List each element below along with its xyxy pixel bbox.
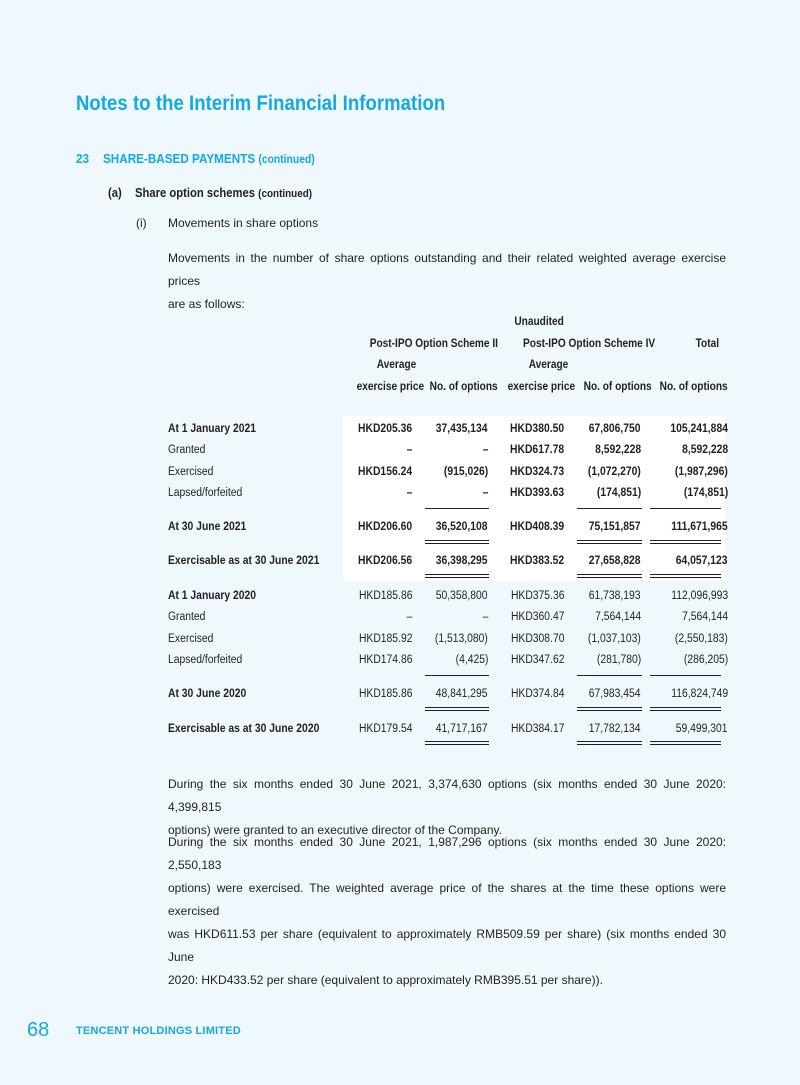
cell: (174,851) — [596, 487, 641, 499]
row-label: At 1 January 2021 — [168, 423, 257, 435]
table-row — [168, 633, 728, 649]
total-double-rule — [425, 741, 489, 745]
subtotal-rule — [425, 508, 489, 509]
page-number: 68 — [27, 1019, 50, 1041]
total-double-rule — [650, 574, 721, 578]
table-row — [168, 590, 728, 606]
total-double-rule — [577, 707, 642, 711]
cell: HKD185.86 — [358, 590, 412, 602]
cell: – — [406, 487, 412, 499]
intro-line: Movements in the number of share options outstanding and their related weighted average exercise prices — [168, 251, 726, 288]
subsection-continued: (continued) — [258, 188, 313, 200]
cell: HKD185.86 — [358, 688, 412, 700]
section-heading — [76, 151, 315, 166]
table-row — [168, 423, 728, 439]
cell: HKD393.63 — [509, 487, 564, 499]
subsection-title: Share option schemes — [135, 186, 256, 200]
row-label: Lapsed/forfeited — [168, 487, 243, 499]
section-continued: (continued) — [258, 154, 315, 166]
cell: 111,671,965 — [671, 521, 728, 533]
cell: – — [406, 611, 412, 623]
cell: 7,564,144 — [594, 611, 641, 623]
intro-paragraph — [168, 247, 726, 316]
cell: HKD617.78 — [509, 444, 564, 456]
subsection-number: (a) — [108, 186, 122, 200]
avg-header-scheme2: Average — [376, 359, 417, 371]
total-double-rule — [425, 707, 489, 711]
intro-line: are as follows: — [168, 297, 245, 311]
cell: 64,057,123 — [676, 555, 728, 567]
section-title: SHARE-BASED PAYMENTS — [103, 151, 256, 166]
paragraph-line: 2020: HKD433.52 per share (equivalent to approximately RMB395.51 per share)). — [168, 973, 603, 987]
row-label: At 1 January 2020 — [168, 590, 257, 602]
cell: HKD347.62 — [510, 654, 564, 666]
cell: (915,026) — [443, 466, 488, 478]
total-double-rule — [577, 741, 642, 745]
cell: (174,851) — [683, 487, 728, 499]
unaudited-header: Unaudited — [514, 316, 564, 328]
subtotal-rule — [650, 675, 721, 676]
total-double-rule — [425, 540, 489, 544]
row-label: Exercisable as at 30 June 2020 — [168, 723, 320, 735]
subsection-heading — [108, 186, 312, 200]
subtotal-rule — [650, 508, 721, 509]
cell: (1,072,270) — [588, 466, 641, 478]
cell: 67,806,750 — [589, 423, 641, 435]
table-row — [168, 654, 728, 670]
cell: HKD179.54 — [358, 723, 412, 735]
cell: 105,241,884 — [670, 423, 728, 435]
total-double-rule — [577, 540, 642, 544]
cell: 112,096,993 — [671, 590, 728, 602]
row-label: At 30 June 2020 — [168, 688, 247, 700]
cell: HKD308.70 — [510, 633, 564, 645]
cell: – — [482, 611, 488, 623]
company-name: TENCENT HOLDINGS LIMITED — [76, 1025, 241, 1037]
options-header-total: No. of options — [659, 381, 728, 393]
table-row — [168, 723, 728, 739]
cell: 116,824,749 — [671, 688, 728, 700]
row-label: Exercised — [168, 466, 214, 478]
cell: HKD408.39 — [509, 521, 564, 533]
cell: HKD360.47 — [510, 611, 564, 623]
total-double-rule — [650, 707, 721, 711]
subsubsection-number: (i) — [136, 216, 147, 230]
cell: HKD374.84 — [510, 688, 564, 700]
subsubsection-title: Movements in share options — [168, 216, 319, 230]
avg-header-scheme4: Average — [528, 359, 569, 371]
cell: (4,425) — [455, 654, 488, 666]
cell: HKD206.56 — [357, 555, 412, 567]
table-row — [168, 487, 728, 503]
total-double-rule — [577, 574, 642, 578]
cell: 17,782,134 — [589, 723, 641, 735]
page-title: Notes to the Interim Financial Information — [76, 92, 446, 115]
total-header: Total — [695, 338, 720, 350]
cell: 59,499,301 — [676, 723, 728, 735]
row-label: Exercised — [168, 633, 214, 645]
subtotal-rule — [577, 508, 642, 509]
subsubsection-heading — [136, 216, 318, 230]
table-row — [168, 466, 728, 482]
cell: HKD383.52 — [509, 555, 564, 567]
section-number: 23 — [76, 151, 90, 166]
cell: (281,780) — [596, 654, 641, 666]
cell: 50,358,800 — [436, 590, 488, 602]
total-double-rule — [650, 540, 721, 544]
cell: HKD206.60 — [357, 521, 412, 533]
paragraph-line: options) were granted to an executive director of the Company. — [168, 823, 502, 837]
cell: 61,738,193 — [589, 590, 641, 602]
cell: (2,550,183) — [675, 633, 728, 645]
cell: 67,983,454 — [589, 688, 641, 700]
cell: 27,658,828 — [589, 555, 641, 567]
cell: 8,592,228 — [681, 444, 728, 456]
cell: (286,205) — [683, 654, 728, 666]
row-label: Exercisable as at 30 June 2021 — [168, 555, 320, 567]
cell: 36,520,108 — [436, 521, 488, 533]
cell: 7,564,144 — [681, 611, 728, 623]
cell: 8,592,228 — [594, 444, 641, 456]
cell: (1,513,080) — [435, 633, 488, 645]
cell: – — [406, 444, 412, 456]
cell: – — [482, 487, 488, 499]
cell: HKD375.36 — [510, 590, 564, 602]
table-row — [168, 688, 728, 704]
total-double-rule — [425, 574, 489, 578]
options-header-scheme2: No. of options — [429, 381, 498, 393]
paragraph-line: was HKD611.53 per share (equivalent to approximately RMB509.59 per share) (six months ended 30 June — [168, 927, 726, 964]
exercise-paragraph — [168, 831, 726, 992]
cell: HKD174.86 — [358, 654, 412, 666]
cell: – — [482, 444, 488, 456]
table-row — [168, 521, 728, 537]
cell: 48,841,295 — [436, 688, 488, 700]
scheme4-header: Post-IPO Option Scheme IV — [523, 338, 656, 350]
cell: HKD324.73 — [509, 466, 564, 478]
options-header-scheme4: No. of options — [583, 381, 652, 393]
table-row — [168, 555, 728, 571]
subtotal-rule — [577, 675, 642, 676]
exercise-price-header-scheme4: exercise price — [507, 381, 576, 393]
paragraph-line: During the six months ended 30 June 2021, 3,374,630 options (six months ended 30 June 2020: 4,399,815 — [168, 777, 726, 814]
row-label: Lapsed/forfeited — [168, 654, 243, 666]
exercise-price-header-scheme2: exercise price — [356, 381, 425, 393]
cell: HKD380.50 — [509, 423, 564, 435]
row-label: At 30 June 2021 — [168, 521, 247, 533]
paragraph-line: During the six months ended 30 June 2021, 1,987,296 options (six months ended 30 June 2020: 2,550,183 — [168, 835, 726, 872]
cell: (1,987,296) — [675, 466, 728, 478]
cell: (1,037,103) — [588, 633, 641, 645]
cell: 75,151,857 — [589, 521, 641, 533]
paragraph-line: options) were exercised. The weighted average price of the shares at the time these options were exercised — [168, 881, 726, 918]
subtotal-rule — [425, 675, 489, 676]
row-label: Granted — [168, 444, 206, 456]
cell: HKD156.24 — [357, 466, 412, 478]
cell: HKD205.36 — [357, 423, 412, 435]
cell: 37,435,134 — [436, 423, 488, 435]
row-label: Granted — [168, 611, 206, 623]
cell: 36,398,295 — [436, 555, 488, 567]
scheme2-header: Post-IPO Option Scheme II — [369, 338, 498, 350]
table-row — [168, 611, 728, 627]
cell: 41,717,167 — [436, 723, 488, 735]
cell: HKD384.17 — [510, 723, 564, 735]
cell: HKD185.92 — [358, 633, 412, 645]
table-row — [168, 444, 728, 460]
total-double-rule — [650, 741, 721, 745]
